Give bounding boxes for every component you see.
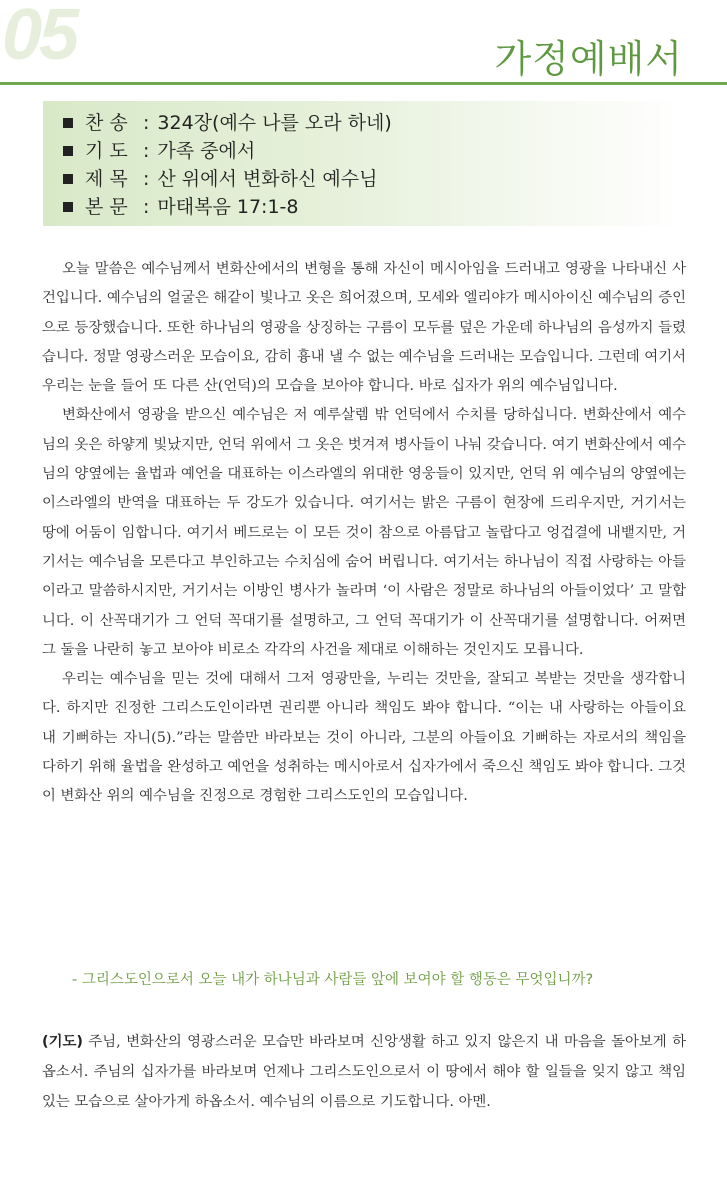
square-bullet-icon — [63, 174, 73, 184]
header-divider — [0, 82, 727, 85]
info-value: 324장(예수 나를 오라 하네) — [157, 112, 392, 134]
prayer-label: (기도) — [42, 1034, 83, 1050]
info-value: 마태복음 17:1-8 — [157, 196, 299, 218]
info-colon: : — [143, 140, 150, 162]
page-number: 05 — [2, 0, 77, 75]
info-value: 산 위에서 변화하신 예수님 — [157, 168, 378, 190]
info-row-scripture — [63, 193, 683, 221]
info-label: 본 문 — [85, 196, 128, 218]
info-label: 기 도 — [85, 140, 128, 162]
prayer-text: 주님, 변화산의 영광스러운 모습만 바라보며 신앙생활 하고 있지 않은지 내 마음을 돌아보게 하옵소서. 주님의 십자가를 바라보며 언제나 그리스도인으로서 이 땅에서 해야 할 일들을 잊지 않고 책임 있는 모습으로 살아가게 하옵소서. 예수님의 이름으로 기도합니다. 아멘. — [42, 1034, 686, 1110]
info-colon: : — [143, 112, 150, 134]
square-bullet-icon — [63, 118, 73, 128]
info-colon: : — [143, 196, 150, 218]
section-title: 가정예배서 — [494, 37, 683, 81]
reflection-question: - 그리스도인으로서 오늘 내가 하나님과 사람들 앞에 보여야 할 행동은 무엇입니까? — [72, 972, 594, 988]
worship-info-box — [43, 101, 683, 226]
info-value: 가족 중에서 — [157, 140, 256, 162]
info-row-prayer — [63, 137, 683, 165]
sermon-body — [42, 255, 686, 812]
sermon-paragraph: 변화산에서 영광을 받으신 예수님은 저 예루살렘 밖 언덕에서 수치를 당하십니다. 변화산에서 예수님의 옷은 하얗게 빛났지만, 언덕 위에서 그 옷은 벗겨져 병사들이 나눠 갖습니다. 여기 변화산에서 예수님의 양옆에는 율법과 예언을 대표하는 이스라엘의 위대한 영웅들이 있지만, 언덕 위 예수님의 양옆에는 이스라엘의 반역을 대표하는 두 강도가 있습니다. 여기서는 밝은 구름이 현장에 드리우지만, 거기서는 땅에 어둠이 임합니다. 여기서 베드로는 이 모든 것이 참으로 아름답고 놀랍다고 엉겁결에 내뱉지만, 거기서는 예수님을 모른다고 부인하고는 수치심에 숨어 버립니다. 여기서는 하나님이 직접 사랑하는 아들이라고 말씀하시지만, 거기서는 이방인 병사가 놀라며 ‘이 사람은 정말로 하나님의 아들이었다’ 고 말합니다. 이 산꼭대기가 그 언덕 꼭대기를 설명하고, 그 언덕 꼭대기가 이 산꼭대기를 설명합니다. 어쩌면 그 둘을 나란히 놓고 보아야 비로소 각각의 사건을 제대로 이해하는 것인지도 모릅니다. — [42, 407, 686, 658]
closing-prayer — [42, 1027, 686, 1117]
info-colon: : — [143, 168, 150, 190]
square-bullet-icon — [63, 146, 73, 156]
info-row-hymn — [63, 109, 683, 137]
square-bullet-icon — [63, 202, 73, 212]
info-row-title — [63, 165, 683, 193]
info-label: 제 목 — [85, 168, 128, 190]
sermon-paragraph: 우리는 예수님을 믿는 것에 대해서 그저 영광만을, 누리는 것만을, 잘되고 복받는 것만을 생각합니다. 하지만 진정한 그리스도인이라면 권리뿐 아니라 책임도 봐야 합니다. “이는 내 사랑하는 아들이요 내 기뻐하는 자니(5).”라는 말씀만 바라보는 것이 아니라, 그분의 아들이요 기뻐하는 자로서의 책임을 다하기 위해 율법을 완성하고 예언을 성취하는 메시아로서 십자가에서 죽으신 책임도 봐야 합니다. 그것이 변화산 위의 예수님을 진정으로 경험한 그리스도인의 모습입니다. — [42, 671, 686, 805]
info-label: 찬 송 — [85, 112, 128, 134]
sermon-paragraph: 오늘 말씀은 예수님께서 변화산에서의 변형을 통해 자신이 메시아임을 드러내고 영광을 나타내신 사건입니다. 예수님의 얼굴은 해같이 빛나고 옷은 희어졌으며, 모세와 엘리야가 메시아이신 예수님의 증인으로 등장했습니다. 또한 하나님의 영광을 상징하는 구름이 모두를 덮은 가운데 하나님의 음성까지 들렸습니다. 정말 영광스러운 모습이요, 감히 흉내 낼 수 없는 예수님을 드러내는 모습입니다. 그런데 여기서 우리는 눈을 들어 또 다른 산(언덕)의 모습을 보아야 합니다. 바로 십자가 위의 예수님입니다. — [42, 261, 686, 395]
